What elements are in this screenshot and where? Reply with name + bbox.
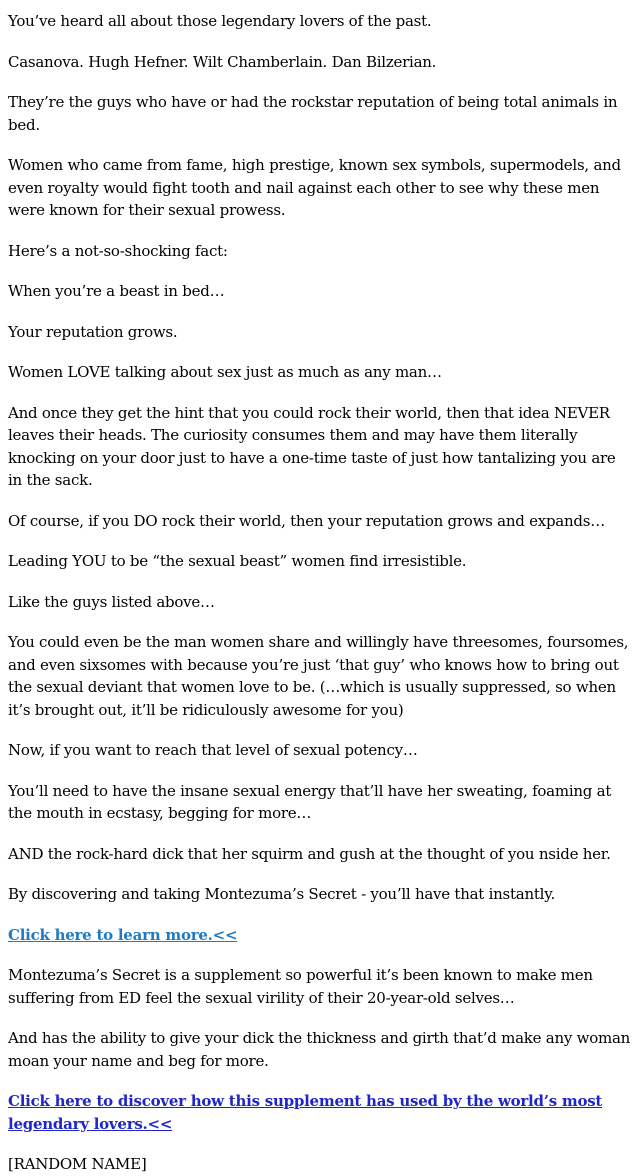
paragraph: Women LOVE talking about sex just as much as any man… bbox=[8, 363, 442, 381]
paragraph: Women who came from fame, high prestige, known sex symbols, supermodels, and even royalty would fight tooth and nail against each other to see why these men were known for their sexual prowess. bbox=[8, 156, 621, 219]
paragraph: When you’re a beast in bed… bbox=[8, 282, 225, 300]
paragraph: Like the guys listed above… bbox=[8, 592, 215, 611]
discover-link[interactable]: Click here to discover how this supplement has used by the world’s most legendary lovers.<< bbox=[8, 1092, 603, 1133]
paragraph: You’ll need to have the insane sexual energy that’ll have her sweating, foaming at the mouth in ecstasy, begging for more… bbox=[8, 781, 612, 822]
paragraph: Now, if you want to reach that level of sexual potency… bbox=[8, 741, 418, 759]
paragraph: You could even be the man women share and willingly have threesomes, foursomes, and even sixsomes with because you’re just ‘that guy’ who knows how to bring out the sexual deviant that women love to be. (…which is usually suppressed, so when it’s brought out, it’ll be ridiculously awesome for you) bbox=[8, 633, 629, 719]
paragraph: They’re the guys who have or had the rockstar reputation of being total animals in bed. bbox=[8, 93, 618, 134]
learn-more-paragraph bbox=[8, 924, 634, 947]
paragraph: You’ve heard all about those legendary lovers of the past. bbox=[8, 12, 432, 30]
signature: [RANDOM NAME] bbox=[8, 1155, 147, 1173]
email-body bbox=[8, 10, 634, 1176]
paragraph: Of course, if you DO rock their world, then your reputation grows and expands… bbox=[8, 511, 605, 530]
paragraph: And has the ability to give your dick the thickness and girth that’d make any woman moan your name and beg for more. bbox=[8, 1029, 631, 1070]
paragraph: Leading YOU to be “the sexual beast” women find irresistible. bbox=[8, 552, 467, 570]
paragraph: AND the rock-hard dick that her squirm and gush at the thought of you nside her. bbox=[8, 844, 611, 863]
paragraph: And once they get the hint that you could rock their world, then that idea NEVER leaves their heads. The curiosity consumes them and may have them literally knocking on your door just to have a one-time taste of just how tantalizing you are in the sack. bbox=[8, 403, 616, 489]
paragraph: Montezuma’s Secret is a supplement so powerful it’s been known to make men suffering from ED feel the sexual virility of their 20-year-old selves… bbox=[8, 966, 593, 1007]
learn-more-link[interactable]: Click here to learn more.<< bbox=[8, 925, 238, 944]
paragraph: Your reputation grows. bbox=[8, 322, 178, 341]
paragraph: By discovering and taking Montezuma’s Secret - you’ll have that instantly. bbox=[8, 885, 555, 903]
paragraph: Here’s a not-so-shocking fact: bbox=[8, 241, 228, 260]
paragraph: Casanova. Hugh Hefner. Wilt Chamberlain. Dan Bilzerian. bbox=[8, 52, 437, 71]
discover-paragraph bbox=[8, 1090, 634, 1135]
